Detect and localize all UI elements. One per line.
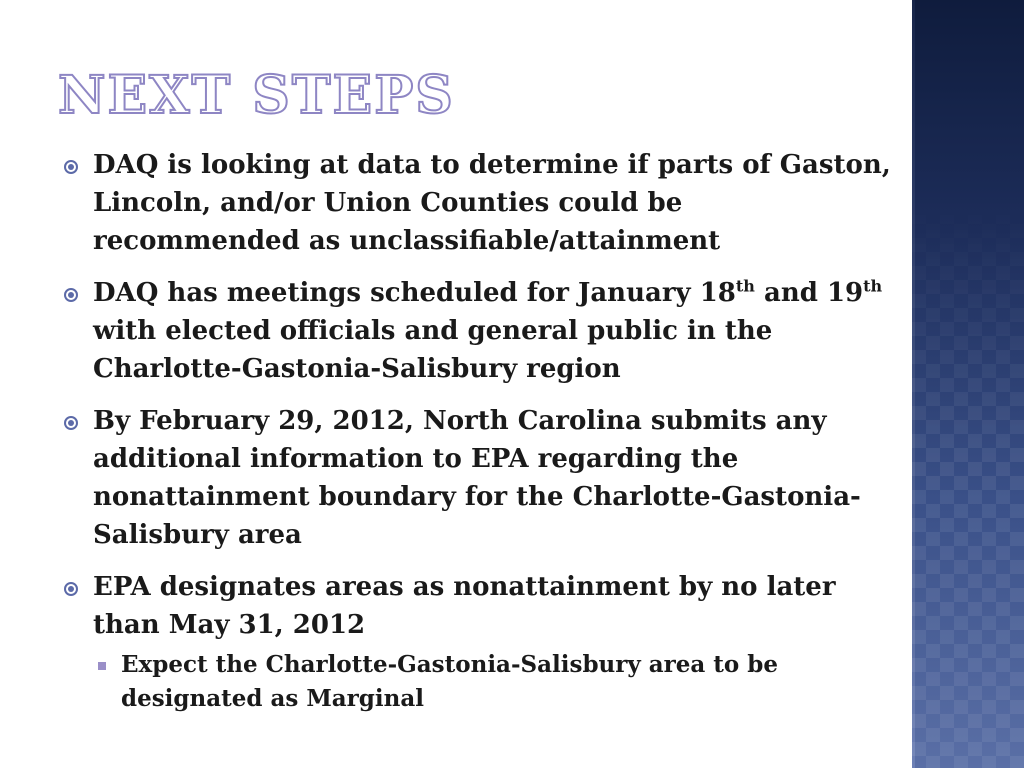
bullet-item-epa-designation [60,568,895,716]
sub-bullet-item-marginal [93,648,895,716]
slide-title: NEXT STEPS [58,65,455,126]
decorative-side-panel [912,0,1024,768]
bullet-text-part: and 19 [754,278,864,308]
square-bullet-icon [98,662,106,670]
bullet-list [60,146,895,730]
bullet-circle-icon [64,288,78,302]
bullet-circle-icon [64,416,78,430]
bullet-text: EPA designates areas as nonattainment by no later than May 31, 2012 [93,572,836,640]
ordinal-suffix: th [735,276,755,296]
bullet-circle-icon [64,160,78,174]
bullet-text: By February 29, 2012, North Carolina submits any additional information to EPA regarding the nonattainment boundary for the Charlotte-Gastonia-Salisbury area [93,406,861,550]
ordinal-suffix: th [863,276,883,296]
bullet-text: DAQ is looking at data to determine if parts of Gaston, Lincoln, and/or Union Counties could be recommended as unclassifiable/attainment [93,150,891,256]
bullet-item-nc-submission [60,402,895,554]
bullet-text-part: with elected officials and general public in the Charlotte-Gastonia-Salisbury region [93,316,773,384]
sub-bullet-text: Expect the Charlotte-Gastonia-Salisbury area to be designated as Marginal [121,651,778,712]
bullet-circle-icon [64,582,78,596]
sub-bullet-list [93,648,895,716]
bullet-text-part: DAQ has meetings scheduled for January 18 [93,278,736,308]
bullet-item-daq-data [60,146,895,260]
bullet-item-daq-meetings [60,274,895,388]
diamond-pattern [912,0,1024,768]
